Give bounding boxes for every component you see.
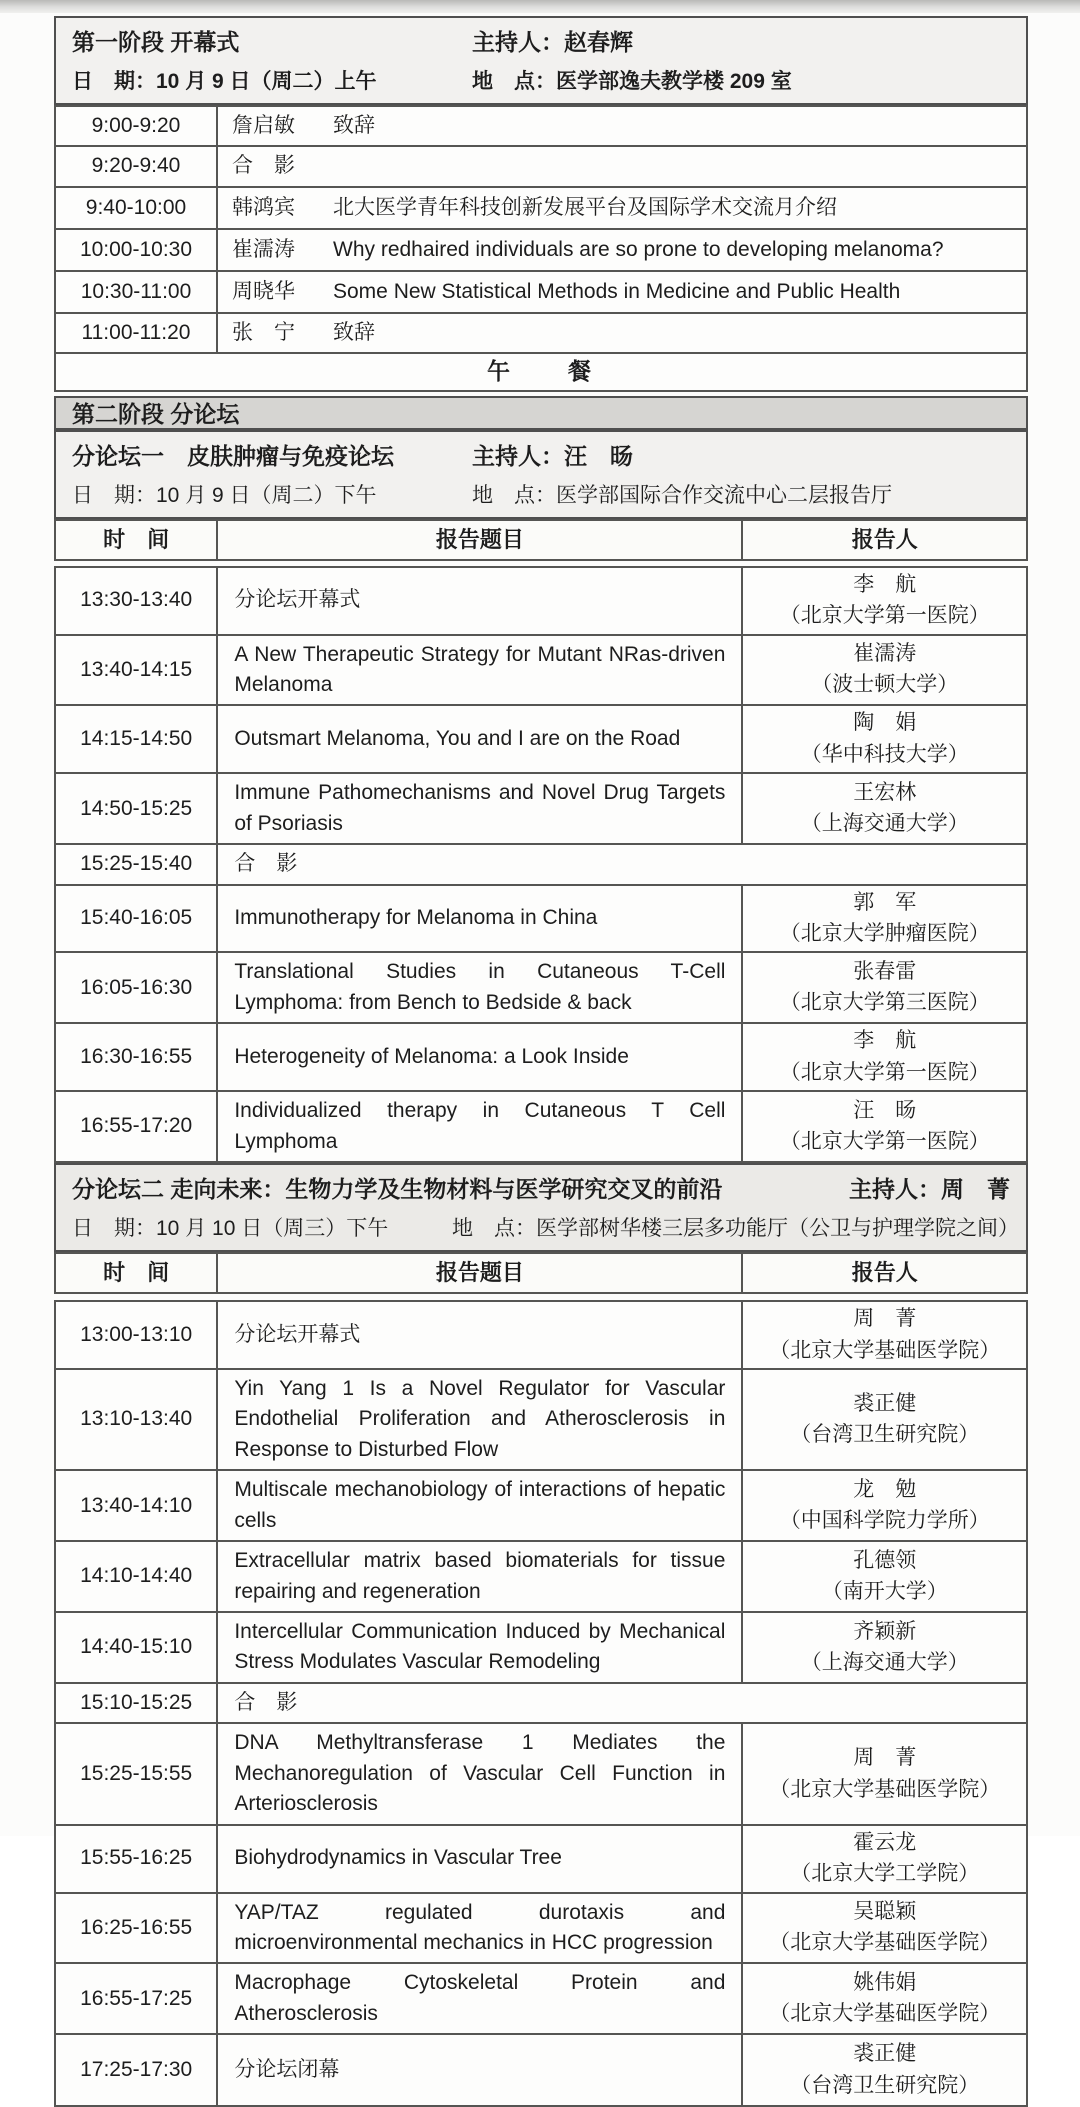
column-header-speaker: 报告人 [742, 520, 1027, 560]
forum2-table [54, 1300, 1028, 2107]
table-row [55, 187, 1027, 229]
speaker-name: 周晓华 [232, 279, 295, 303]
table-row [55, 106, 1027, 146]
time-cell: 13:00-13:10 [55, 1301, 217, 1369]
time-cell: 15:10-15:25 [55, 1683, 217, 1723]
time-cell: 9:40-10:00 [55, 187, 217, 229]
time-cell: 9:20-9:40 [55, 146, 217, 186]
table-row [55, 705, 1027, 773]
speaker-name: 崔濡涛 [853, 642, 917, 666]
speaker-name: 周 菁 [853, 1746, 917, 1770]
photo-edge-strip [0, 0, 1080, 13]
talk-title-cell: Individualized therapy in Cutaneous T Cell Lymphoma [217, 1091, 742, 1162]
time-cell: 13:40-14:15 [55, 635, 217, 706]
content-cell [217, 106, 1027, 146]
table-row [55, 1091, 1027, 1162]
speaker-affiliation: （上海交通大学） [800, 812, 969, 836]
talk-title-cell: Extracellular matrix based biomaterials for tissue repairing and regeneration [217, 1541, 742, 1612]
column-header-title: 报告题目 [217, 1253, 742, 1293]
stage2-band: 第二阶段 分论坛 [54, 396, 1028, 430]
table-row [55, 1369, 1027, 1470]
table-row [55, 635, 1027, 706]
speaker-affiliation: （北京大学基础医学院） [769, 2002, 1001, 2026]
time-cell: 10:30-11:00 [55, 271, 217, 313]
speaker-cell [742, 1369, 1027, 1470]
speaker-name: 张 宁 [232, 320, 295, 344]
talk-title-cell: DNA Methyltransferase 1 Mediates the Mechanoregulation of Vascular Cell Function in Arteriosclerosis [217, 1723, 742, 1824]
talk-title-cell: YAP/TAZ regulated durotaxis and microenvironmental mechanics in HCC progression [217, 1893, 742, 1964]
talk-title-cell: 分论坛开幕式 [217, 1301, 742, 1369]
table-row [55, 1723, 1027, 1824]
content-cell [217, 187, 1027, 229]
talk-title: 致辞 [333, 320, 375, 344]
time-cell: 15:25-15:55 [55, 1723, 217, 1824]
column-header-time: 时 间 [55, 520, 217, 560]
speaker-affiliation: （北京大学第一医院） [779, 1130, 990, 1154]
speaker-cell [742, 773, 1027, 844]
speaker-cell [742, 1470, 1027, 1541]
header-row [55, 1253, 1027, 1293]
speaker-name: 詹启敏 [232, 114, 295, 137]
speaker-name: 崔濡涛 [232, 237, 295, 261]
content-cell [217, 313, 1027, 353]
speaker-affiliation: （北京大学基础医学院） [769, 1931, 1001, 1955]
time-cell: 13:30-13:40 [55, 567, 217, 635]
talk-title-cell: Outsmart Melanoma, You and I are on the Road [217, 705, 742, 773]
speaker-affiliation: （北京大学基础医学院） [769, 1338, 1001, 1362]
talk-title: 致辞 [333, 114, 375, 137]
speaker-affiliation: （北京大学肿瘤医院） [779, 922, 990, 946]
talk-title-cell: 分论坛开幕式 [217, 567, 742, 635]
photo-row [55, 1683, 1027, 1723]
column-header-title: 报告题目 [217, 520, 742, 560]
section-title: 第一阶段 开幕式 [72, 29, 240, 55]
speaker-cell [742, 952, 1027, 1023]
talk-title: Some New Statistical Methods in Medicine and Public Health [333, 279, 901, 303]
time-cell: 9:00-9:20 [55, 106, 217, 146]
time-cell: 15:25-15:40 [55, 844, 217, 884]
speaker-name: 李 航 [853, 572, 917, 596]
speaker-cell [742, 1612, 1027, 1683]
speaker-cell [742, 885, 1027, 953]
time-cell: 14:50-15:25 [55, 773, 217, 844]
talk-title: 北大医学青年科技创新发展平台及国际学术交流月介绍 [333, 195, 837, 219]
speaker-cell [742, 705, 1027, 773]
talk-title-cell: Immunotherapy for Melanoma in China [217, 885, 742, 953]
speaker-cell [742, 1963, 1027, 2034]
speaker-cell [742, 2034, 1027, 2106]
table-row [55, 1470, 1027, 1541]
location-label: 地 点：医学部国际合作交流中心二层报告厅 [472, 483, 892, 507]
section-title: 分论坛二 走向未来：生物力学及生物材料与医学研究交叉的前沿 [72, 1176, 723, 1203]
location-label: 地 点：医学部逸夫教学楼 209 室 [472, 70, 792, 93]
table-row [55, 1825, 1027, 1893]
talk-title-cell: Heterogeneity of Melanoma: a Look Inside [217, 1023, 742, 1091]
talk-title-cell: 合 影 [217, 1683, 1027, 1723]
time-cell: 16:55-17:20 [55, 1091, 217, 1162]
talk-title-cell: 合 影 [217, 844, 1027, 884]
table-row [55, 313, 1027, 353]
time-cell: 15:55-16:25 [55, 1825, 217, 1893]
table-row [55, 2034, 1027, 2106]
speaker-name: 裘正健 [853, 2042, 917, 2066]
date-label: 日 期：10 月 9 日（周二）上午 [72, 70, 377, 93]
time-cell: 16:30-16:55 [55, 1023, 217, 1091]
host-label: 主持人：汪 旸 [472, 442, 633, 469]
speaker-name: 姚伟娟 [853, 1970, 917, 1994]
speaker-affiliation: （台湾卫生研究院） [790, 2073, 980, 2097]
speaker-cell [742, 567, 1027, 635]
speaker-affiliation: （北京大学基础医学院） [769, 1777, 1001, 1801]
talk-title-cell: Immune Pathomechanisms and Novel Drug Targets of Psoriasis [217, 773, 742, 844]
time-cell: 16:25-16:55 [55, 1893, 217, 1964]
time-cell: 14:40-15:10 [55, 1612, 217, 1683]
table-row [55, 567, 1027, 635]
time-cell: 10:00-10:30 [55, 229, 217, 271]
speaker-affiliation: （上海交通大学） [800, 1650, 969, 1674]
talk-title-cell: Multiscale mechanobiology of interactions of hepatic cells [217, 1470, 742, 1541]
table-row [55, 271, 1027, 313]
speaker-name: 周 菁 [853, 1307, 917, 1331]
table-row [55, 1023, 1027, 1091]
speaker-name: 郭 军 [853, 890, 917, 914]
speaker-name: 孔德领 [853, 1548, 917, 1572]
speaker-name: 陶 娟 [853, 711, 917, 735]
table-row [55, 885, 1027, 953]
speaker-name: 王宏林 [853, 780, 917, 804]
talk-title: Why redhaired individuals are so prone to developing melanoma? [333, 237, 944, 261]
lunch-row [55, 353, 1027, 390]
speaker-cell [742, 1723, 1027, 1824]
speaker-name: 吴聪颖 [853, 1900, 917, 1924]
table-row [55, 1893, 1027, 1964]
host-label: 主持人：赵春辉 [472, 29, 633, 55]
speaker-cell [742, 1301, 1027, 1369]
talk-title-cell: Intercellular Communication Induced by Mechanical Stress Modulates Vascular Remodeling [217, 1612, 742, 1683]
date-label: 日 期：10 月 10 日（周三）下午 [72, 1217, 389, 1241]
forum1-column-headers [54, 519, 1028, 561]
speaker-affiliation: （华中科技大学） [800, 742, 969, 766]
column-header-speaker: 报告人 [742, 1253, 1027, 1293]
time-cell: 11:00-11:20 [55, 313, 217, 353]
table-row [55, 146, 1027, 186]
table-row [55, 229, 1027, 271]
table-row [55, 1301, 1027, 1369]
time-cell: 14:10-14:40 [55, 1541, 217, 1612]
header-row [55, 520, 1027, 560]
talk-title-cell: Biohydrodynamics in Vascular Tree [217, 1825, 742, 1893]
section-title: 分论坛一 皮肤肿瘤与免疫论坛 [72, 442, 394, 469]
speaker-name: 汪 旸 [853, 1098, 917, 1122]
speaker-affiliation: （北京大学第三医院） [779, 991, 990, 1015]
speaker-affiliation: （中国科学院力学所） [779, 1509, 990, 1533]
table-row [55, 773, 1027, 844]
speaker-cell [742, 1893, 1027, 1964]
speaker-name: 霍云龙 [853, 1830, 917, 1854]
table-row [55, 952, 1027, 1023]
speaker-name: 龙 勉 [853, 1477, 917, 1501]
table-row [55, 1541, 1027, 1612]
column-header-time: 时 间 [55, 1253, 217, 1293]
location-label: 地 点：医学部树华楼三层多功能厅（公卫与护理学院之间） [452, 1217, 1019, 1241]
speaker-name: 张春雷 [853, 959, 917, 983]
time-cell: 13:40-14:10 [55, 1470, 217, 1541]
speaker-cell [742, 1541, 1027, 1612]
forum2-header [54, 1163, 1028, 1252]
forum1-table [54, 566, 1028, 1163]
time-cell: 17:25-17:30 [55, 2034, 217, 2106]
speaker-affiliation: （北京大学第一医院） [779, 1060, 990, 1084]
talk-title-cell: Macrophage Cytoskeletal Protein and Atherosclerosis [217, 1963, 742, 2034]
date-label: 日 期：10 月 9 日（周二）下午 [72, 483, 377, 507]
speaker-affiliation: （台湾卫生研究院） [790, 1423, 980, 1447]
content-cell [217, 271, 1027, 313]
speaker-affiliation: （北京大学工学院） [790, 1862, 980, 1886]
time-cell: 16:55-17:25 [55, 1963, 217, 2034]
photo-row [55, 844, 1027, 884]
talk-title-cell: 分论坛闭幕 [217, 2034, 742, 2106]
speaker-affiliation: （波士顿大学） [811, 673, 959, 697]
speaker-name: 裘正健 [853, 1391, 917, 1415]
time-cell: 15:40-16:05 [55, 885, 217, 953]
speaker-cell [742, 635, 1027, 706]
speaker-name: 齐颖新 [853, 1619, 917, 1643]
talk-title-cell: Translational Studies in Cutaneous T-Cell Lymphoma: from Bench to Bedside & back [217, 952, 742, 1023]
forum2-column-headers [54, 1252, 1028, 1294]
forum1-header [54, 430, 1028, 519]
speaker-cell [742, 1023, 1027, 1091]
content-cell [217, 146, 1027, 186]
talk-title-cell: Yin Yang 1 Is a Novel Regulator for Vascular Endothelial Proliferation and Atherosclerosis in Response to Disturbed Flow [217, 1369, 742, 1470]
stage1-header [54, 16, 1028, 105]
speaker-cell [742, 1825, 1027, 1893]
speaker-name: 韩鸿宾 [232, 195, 295, 219]
stage1-table [54, 105, 1028, 392]
speaker-affiliation: （南开大学） [821, 1580, 948, 1604]
content-cell [217, 229, 1027, 271]
speaker-cell [742, 1091, 1027, 1162]
talk-title-cell: A New Therapeutic Strategy for Mutant NRas-driven Melanoma [217, 635, 742, 706]
table-row [55, 1612, 1027, 1683]
speaker-name: 李 航 [853, 1029, 917, 1053]
lunch-label: 午 餐 [55, 353, 1027, 390]
talk-title: 合 影 [232, 154, 295, 178]
host-label: 主持人：周 菁 [849, 1176, 1010, 1203]
schedule-document [54, 16, 1028, 2107]
table-row [55, 1963, 1027, 2034]
time-cell: 13:10-13:40 [55, 1369, 217, 1470]
time-cell: 14:15-14:50 [55, 705, 217, 773]
speaker-affiliation: （北京大学第一医院） [779, 604, 990, 628]
time-cell: 16:05-16:30 [55, 952, 217, 1023]
